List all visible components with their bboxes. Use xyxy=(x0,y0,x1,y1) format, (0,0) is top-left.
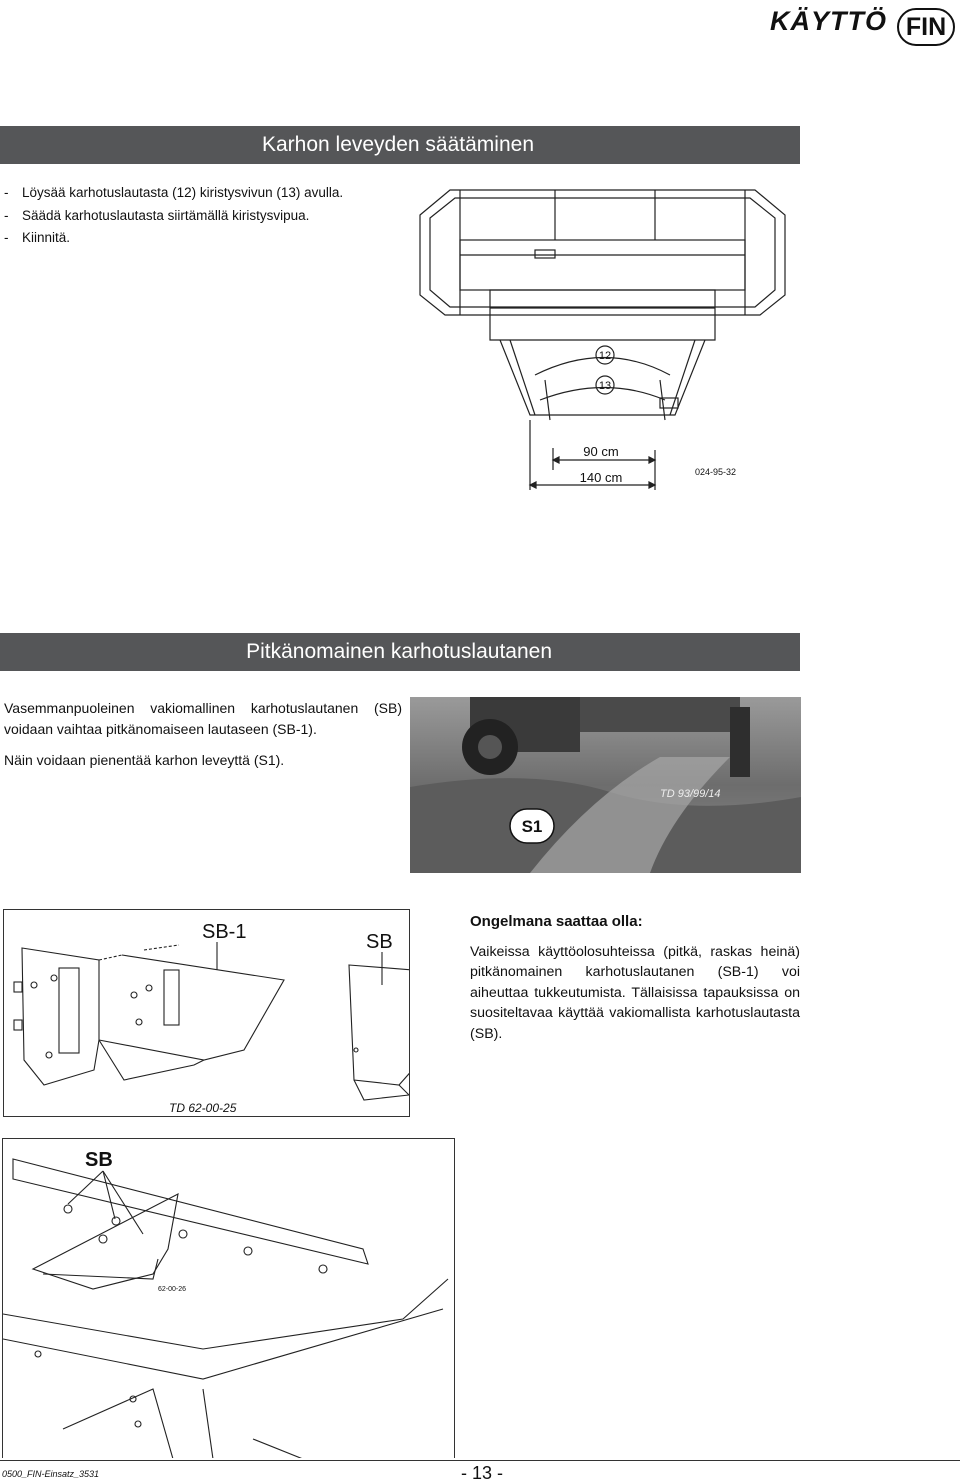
section-heading-text: Karhon leveyden säätäminen xyxy=(261,133,534,156)
adjustment-steps-list xyxy=(4,182,343,250)
page-header-title: KÄYTTÖ xyxy=(770,6,887,36)
diagram-drawing xyxy=(4,910,409,1116)
label-sb1: SB-1 xyxy=(202,921,247,943)
swath-board-drawing xyxy=(405,180,800,500)
field-photo xyxy=(410,697,801,873)
paragraph: Vasemmanpuoleinen vakiomallinen karhotuslautanen (SB) voidaan vaihtaa pitkänomaiseen lautaseen (SB-1). xyxy=(4,700,402,737)
troubleshooting-text: Vaikeissa käyttöolosuhteissa (pitkä, raskas heinä) pitkänomainen karhotuslautanen (SB-1) voi aiheuttaa tukkeutumista. Tällaisissa tapauksissa on suositeltavaa käyttää vakiomallista karhotuslautasta (SB). xyxy=(470,943,800,1042)
callout-13: 13 xyxy=(598,380,612,392)
dimension-outer: 140 cm xyxy=(579,470,623,485)
swath-board-mounting-drawing xyxy=(2,1138,455,1458)
photo-label-s1: S1 xyxy=(521,817,543,836)
dimension-inner: 90 cm xyxy=(583,444,619,459)
field-photo-illustration xyxy=(410,697,801,873)
callout-12: 12 xyxy=(598,350,612,362)
diagram-ref: TD 62-00-25 xyxy=(169,1101,237,1115)
section-heading-long-swath-board xyxy=(0,633,800,671)
troubleshooting-title: Ongelmana saattaa olla: xyxy=(470,913,643,930)
figure-ref: 024-95-32 xyxy=(695,467,737,477)
photo-ref: TD 93/99/14 xyxy=(660,788,721,800)
swath-board-comparison-diagram xyxy=(3,909,410,1117)
list-item: - Säädä karhotuslautasta siirtämällä kiristysvipua. xyxy=(4,207,310,223)
footer-rule xyxy=(0,1460,960,1461)
footer-doc-id: 0500_FIN-Einsatz_3531 xyxy=(2,1469,100,1479)
page-number: - 13 - xyxy=(461,1463,504,1483)
label-sb: SB xyxy=(366,931,393,953)
paragraph: Näin voidaan pienentää karhon leveyttä (S1). xyxy=(4,752,285,768)
mounting-drawing xyxy=(3,1139,454,1458)
section-heading-text: Pitkänomainen karhotuslautanen xyxy=(246,640,552,663)
label-sb-bottom: SB xyxy=(85,1149,113,1171)
language-badge: FIN xyxy=(897,8,955,46)
bottom-figure-ref: 62-00-26 xyxy=(158,1286,187,1293)
list-item: - Löysää karhotuslautasta (12) kiristysvivun (13) avulla. xyxy=(4,185,344,200)
intro-text xyxy=(4,698,402,781)
section-heading-swath-width xyxy=(0,126,800,164)
list-item: - Kiinnitä. xyxy=(4,230,71,245)
troubleshooting-note xyxy=(470,912,800,1044)
